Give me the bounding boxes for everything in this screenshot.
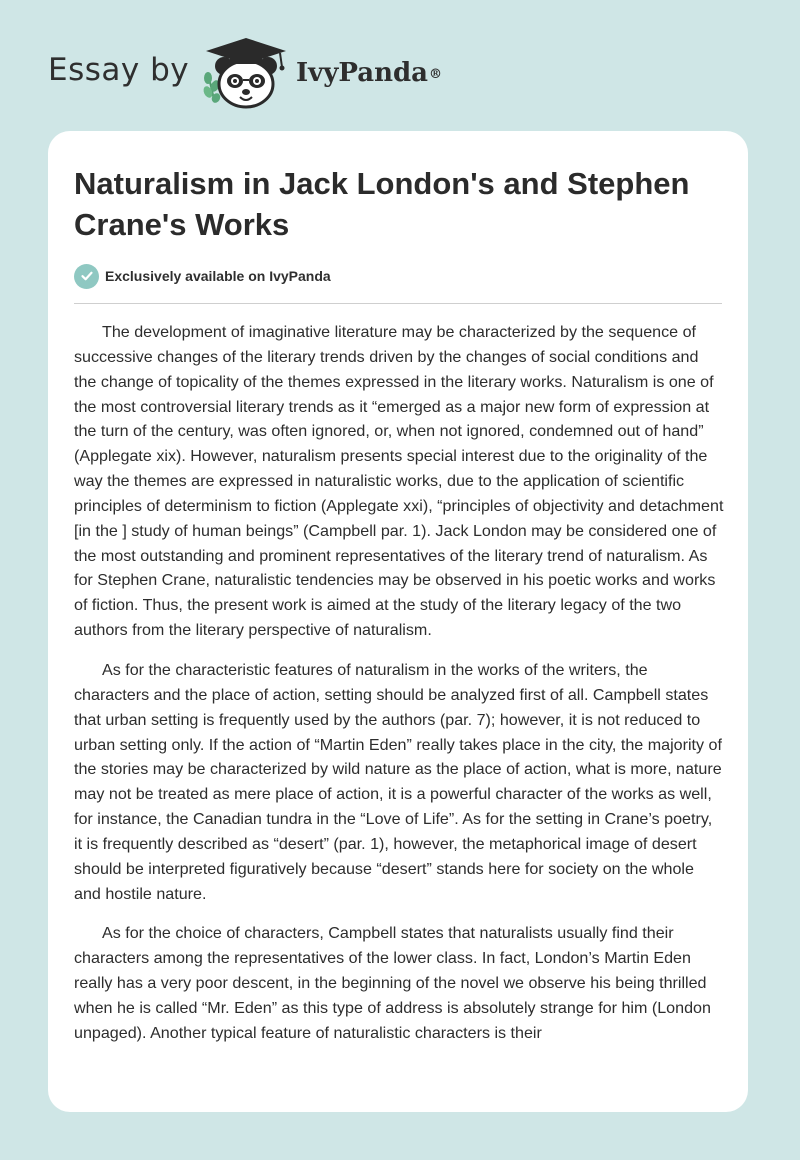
essay-card xyxy=(48,131,748,1112)
panda-graduate-icon xyxy=(200,34,292,110)
essay-paragraph: As for the characteristic features of naturalism in the works of the writers, the characters and the place of action, setting should be analyzed first of all. Campbell states that urban setting is frequently used by the authors (par. 7); however, it is not reduced to urban setting only. If the action of “Martin Eden” really takes place in the city, the majority of the stories may be characterized by wild nature as the place of action, what is more, nature may not be treated as mere place of action, it is a powerful character of the works as well, for instance, the Canadian tundra in the “Love of Life”. As for the setting in Crane’s poetry, it is frequently described as “desert” (par. 1), however, the metaphorical image of desert should be interpreted figuratively because “desert” stands here for society on the whole and hostile nature. xyxy=(74,660,722,903)
essay-title: Naturalism in Jack London's and Stephen Crane's Works xyxy=(74,166,690,242)
exclusive-badge xyxy=(74,263,331,289)
essay-paragraph: The development of imaginative literature may be characterized by the sequence of successive changes of the literary trends driven by the changes of social conditions and the change of topicality of the themes expressed in the literary works. Naturalism is one of the most controversial literary trends as it “emerged as a major new form of expression at the turn of the century, was often ignored, or, when not ignored, condemned out of hand” (Applegate xix). However, naturalism presents special interest due to the originality of the way the themes are expressed in naturalistic works, due to the application of scientific principles of determinism to fiction (Applegate xxi), “principles of objectivity and detachment [in the ] study of human beings” (Campbell par. 1). Jack London may be considered one of the most outstanding and prominent representatives of the literary trend of naturalism. As for Stephen Crane, naturalistic tendencies may be observed in his poetic works and works of fiction. Thus, the present work is aimed at the study of the literary legacy of the two authors from the literary perspective of naturalism. xyxy=(74,323,724,640)
registered-mark: ® xyxy=(429,67,443,82)
title-divider xyxy=(74,303,722,304)
brand-name-text: IvyPanda xyxy=(296,58,429,88)
site-header xyxy=(0,0,800,130)
essay-body xyxy=(74,320,724,1061)
essay-paragraph: As for the choice of characters, Campbell states that naturalists usually find their characters among the representatives of the lower class. In fact, London’s Martin Eden really has a very poor descent, in the beginning of the novel we observe his being thrilled when he is called “Mr. Eden” as this type of address is absolutely strange for him (London unpaged). Another typical feature of naturalistic characters is their xyxy=(74,924,711,1042)
brand-name xyxy=(296,53,442,93)
brand-prefix: Essay by xyxy=(48,52,190,88)
check-circle-icon xyxy=(74,264,99,289)
exclusive-badge-text: Exclusively available on IvyPanda xyxy=(105,268,331,284)
